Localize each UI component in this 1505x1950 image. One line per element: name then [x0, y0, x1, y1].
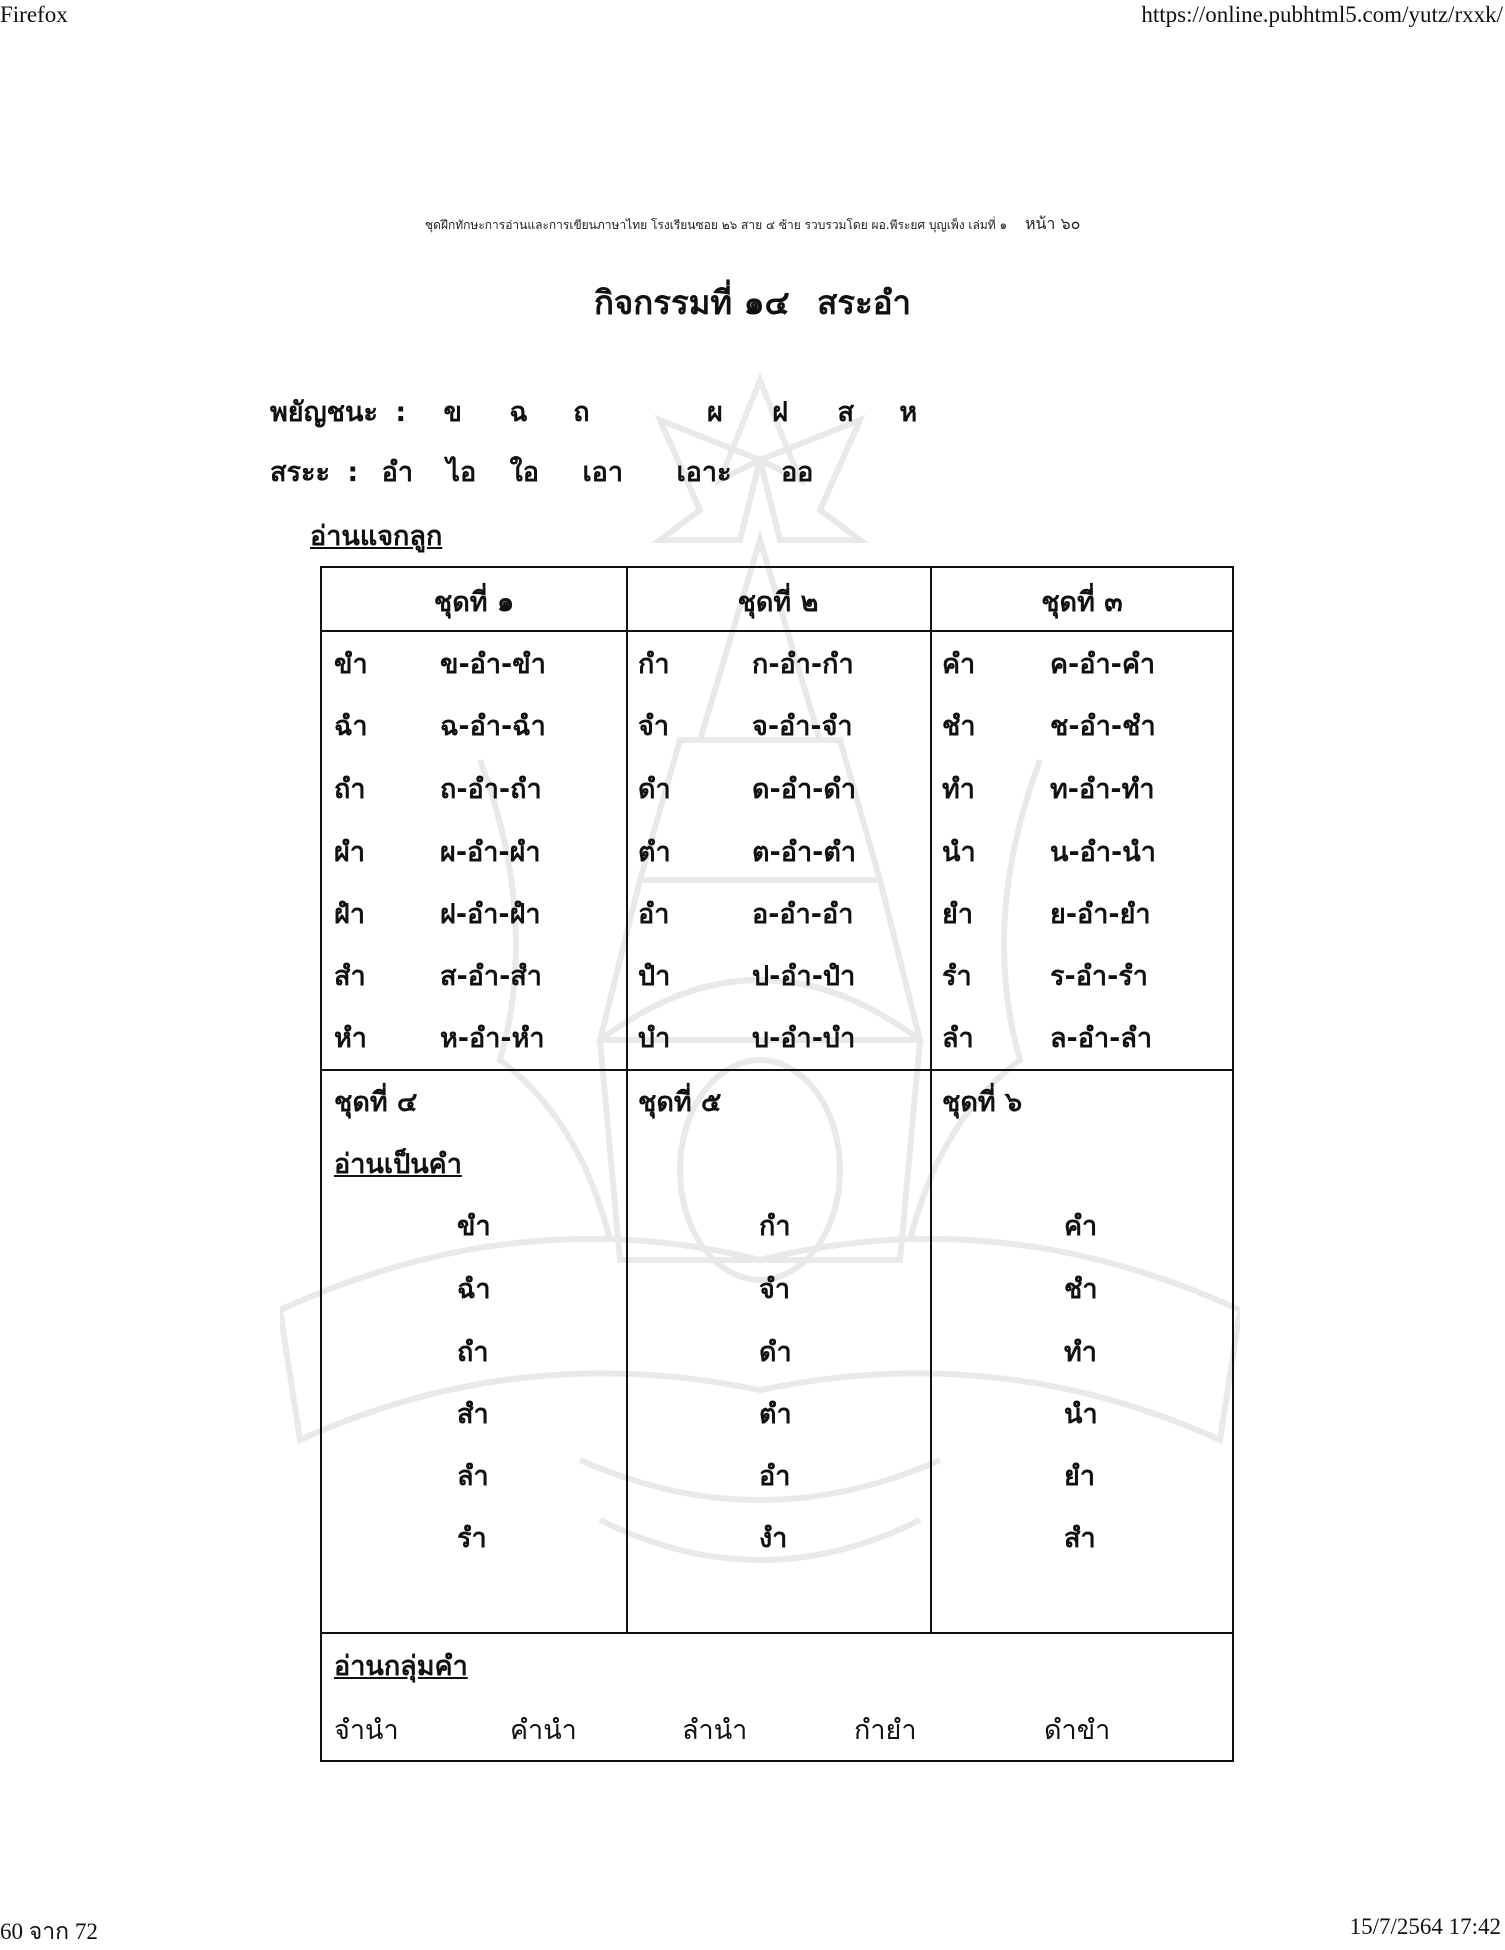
- syllable-spelling: ฝ-อำ-ฝำ: [440, 899, 541, 930]
- phrase-item: คำนำ: [510, 1715, 577, 1746]
- colon: :: [395, 397, 407, 428]
- syllable-spelling: จ-อำ-จำ: [752, 711, 853, 742]
- syllable-word: จำ: [638, 711, 669, 742]
- syllable-word: ฉำ: [334, 711, 368, 742]
- vowel-item: ออ: [780, 457, 814, 488]
- table-divider: [322, 1069, 1232, 1071]
- consonant-item: ส: [837, 397, 854, 428]
- word-item: ชำ: [1064, 1274, 1098, 1305]
- syllable-word: ลำ: [942, 1023, 974, 1054]
- table-divider: [322, 630, 1232, 632]
- browser-url[interactable]: https://online.pubhtml5.com/yutz/rxxk/: [1141, 2, 1503, 27]
- table-divider: [626, 568, 628, 1632]
- document-header-text: ชุดฝึกทักษะการอ่านและการเขียนภาษาไทย โรงเรียนซอย ๒๖ สาย ๔ ซ้าย รวบรวมโดย ผอ.พีระยศ บุญเพ็ง เล่มที่ ๑: [425, 218, 1008, 232]
- syllable-word: ยำ: [942, 899, 973, 930]
- syllable-word: สำ: [334, 961, 366, 992]
- word-item: ถำ: [457, 1337, 489, 1368]
- word-item: ยำ: [1064, 1461, 1095, 1492]
- consonant-item: ผ: [707, 397, 723, 428]
- vowels-label: สระะ: [270, 457, 330, 488]
- syllable-spelling: บ-อำ-บำ: [752, 1023, 856, 1054]
- word-item: นำ: [1064, 1399, 1098, 1430]
- phrase-item: กำยำ: [854, 1715, 917, 1746]
- title-activity: กิจกรรมที่ ๑๔: [593, 283, 790, 322]
- word-item: ตำ: [759, 1399, 792, 1430]
- set-header-3: ชุดที่ ๓: [1041, 587, 1123, 618]
- set-header-6: ชุดที่ ๖: [942, 1087, 1023, 1118]
- word-item: งำ: [759, 1523, 788, 1554]
- syllable-word: ชำ: [942, 711, 976, 742]
- word-item: จำ: [759, 1274, 790, 1305]
- word-item: ดำ: [759, 1337, 792, 1368]
- syllable-spelling: ส-อำ-สำ: [440, 961, 542, 992]
- word-item: คำ: [1064, 1211, 1098, 1242]
- syllable-spelling: ป-อำ-ปำ: [752, 961, 856, 992]
- vowel-item: เอา: [582, 457, 624, 488]
- phrase-item: ลำนำ: [682, 1715, 748, 1746]
- set-header-1: ชุดที่ ๑: [433, 587, 515, 618]
- table-divider: [930, 568, 932, 1632]
- syllable-spelling: น-อำ-นำ: [1050, 837, 1156, 868]
- word-item: สำ: [457, 1399, 489, 1430]
- syllable-word: รำ: [942, 961, 972, 992]
- syllable-spelling: ร-อำ-รำ: [1050, 961, 1148, 992]
- consonant-item: ข: [443, 397, 463, 428]
- vowel-item: ไอ: [446, 457, 477, 488]
- syllable-word: หำ: [334, 1023, 367, 1054]
- print-datetime: 15/7/2564 17:42: [1349, 1914, 1501, 1939]
- syllable-spelling: ก-อำ-กำ: [752, 649, 854, 680]
- syllable-word: ขำ: [334, 649, 368, 680]
- syllable-spelling: อ-อำ-อำ: [752, 899, 854, 930]
- syllable-word: ดำ: [638, 774, 671, 805]
- vowel-item: ใอ: [509, 457, 540, 488]
- consonant-item: ฉ: [509, 397, 528, 428]
- consonants-label: พยัญชนะ: [270, 397, 378, 428]
- page-number-label: หน้า ๖๐: [1024, 214, 1081, 233]
- syllable-spelling: ช-อำ-ชำ: [1050, 711, 1156, 742]
- word-item: ขำ: [457, 1211, 491, 1242]
- phrase-item: จำนำ: [334, 1715, 399, 1746]
- syllable-spelling: ท-อำ-ทำ: [1050, 774, 1155, 805]
- colon: :: [347, 457, 359, 488]
- consonant-item: ห: [899, 397, 918, 428]
- exercise-table: [320, 566, 1234, 1762]
- title-vowel: สระอำ: [817, 283, 912, 322]
- page-indicator: 60 จาก 72: [0, 1919, 98, 1944]
- syllable-word: ฝำ: [334, 899, 365, 930]
- syllable-spelling: ถ-อำ-ถำ: [440, 774, 542, 805]
- phrase-section-heading: อ่านกลุ่มคำ: [334, 1651, 468, 1682]
- set-header-4: ชุดที่ ๔: [334, 1087, 418, 1118]
- syllable-spelling: ค-อำ-คำ: [1050, 649, 1156, 680]
- page-title: [0, 276, 1505, 329]
- syllable-word: กำ: [638, 649, 670, 680]
- vowel-item: อำ: [381, 457, 414, 488]
- word-section-heading: อ่านเป็นคำ: [334, 1149, 462, 1180]
- browser-app-name: Firefox: [0, 2, 68, 27]
- table-divider: [322, 1632, 1232, 1634]
- consonant-item: ฝ: [772, 397, 789, 428]
- set-header-5: ชุดที่ ๕: [638, 1087, 722, 1118]
- syllable-word: บำ: [638, 1023, 671, 1054]
- syllable-word: นำ: [942, 837, 976, 868]
- syllable-word: ปำ: [638, 961, 671, 992]
- word-item: กำ: [759, 1211, 791, 1242]
- word-item: สำ: [1064, 1523, 1096, 1554]
- syllable-word: ทำ: [942, 774, 975, 805]
- document-header: [425, 212, 1305, 237]
- syllable-word: ถำ: [334, 774, 366, 805]
- word-item: ลำ: [457, 1461, 489, 1492]
- vowels-line: [270, 450, 813, 493]
- spell-section-heading: อ่านแจกลูก: [310, 521, 443, 552]
- syllable-spelling: ข-อำ-ขำ: [440, 649, 546, 680]
- syllable-spelling: ด-อำ-ดำ: [752, 774, 857, 805]
- word-item: ฉำ: [457, 1274, 491, 1305]
- syllable-spelling: ผ-อำ-ผำ: [440, 837, 541, 868]
- set-header-2: ชุดที่ ๒: [737, 587, 819, 618]
- syllable-word: อำ: [638, 899, 670, 930]
- syllable-spelling: ฉ-อำ-ฉำ: [440, 711, 546, 742]
- consonant-item: ถ: [573, 397, 590, 428]
- syllable-word: คำ: [942, 649, 976, 680]
- syllable-spelling: ล-อำ-ลำ: [1050, 1023, 1153, 1054]
- syllable-spelling: ห-อำ-หำ: [440, 1023, 545, 1054]
- syllable-word: ผำ: [334, 837, 365, 868]
- word-item: ทำ: [1064, 1337, 1097, 1368]
- syllable-spelling: ต-อำ-ตำ: [752, 837, 857, 868]
- phrase-item: ดำขำ: [1044, 1715, 1111, 1746]
- word-item: รำ: [457, 1523, 487, 1554]
- word-item: อำ: [759, 1461, 791, 1492]
- syllable-spelling: ย-อำ-ยำ: [1050, 899, 1151, 930]
- consonants-line: [270, 390, 917, 433]
- syllable-word: ตำ: [638, 837, 671, 868]
- vowel-item: เอาะ: [676, 457, 732, 488]
